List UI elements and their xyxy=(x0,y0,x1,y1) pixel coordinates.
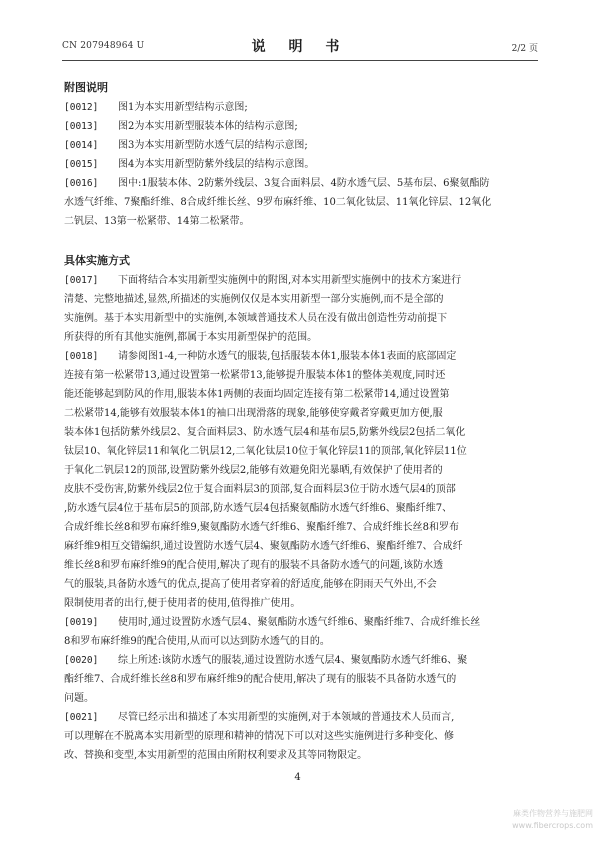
paragraph xyxy=(64,117,536,136)
text-line: 限制使用者的出行,便于使用者的使用,值得推广使用。 xyxy=(64,598,301,609)
paragraph-number: [0013] xyxy=(64,121,99,132)
text-line: 请参阅图1-4,一种防水透气的服装,包括服装本体1,服装本体1表面的底部固定 xyxy=(118,351,457,362)
text-line: 图1为本实用新型结构示意图; xyxy=(118,102,248,113)
paragraph-number: [0016] xyxy=(64,178,99,189)
text-line: 下面将结合本实用新型实施例中的附图,对本实用新型实施例中的技术方案进行 xyxy=(118,275,462,286)
text-line: 综上所述:该防水透气的服装,通过设置防水透气层4、聚氨酯防水透气纤维6、聚 xyxy=(118,655,468,666)
text-line: 清楚、完整地描述,显然,所描述的实施例仅仅是本实用新型一部分实施例,而不是全部的 xyxy=(64,294,444,305)
paragraph xyxy=(64,613,536,651)
text-line: 二松紧带14,能够有效服装本体1的袖口出现滑落的现象,能够使穿戴者穿戴更加方便,服 xyxy=(64,408,443,419)
text-line: ,防水透气层4位于基布层5的顶部,防水透气层4包括聚氨酯防水透气纤维6、聚酯纤维7、 xyxy=(64,503,453,514)
watermark-line-1: 麻类作物营养与施肥网 xyxy=(513,809,593,818)
text-line: 连接有第一松紧带13,通过设置第一松紧带13,能够提升服装本体1的整体美观度,同时还 xyxy=(64,370,446,381)
text-line: 图中:1服装本体、2防紫外线层、3复合面料层、4防水透气层、5基布层、6聚氨酯防 xyxy=(118,178,490,189)
paragraph-number: [0015] xyxy=(64,159,99,170)
paragraph-number: [0020] xyxy=(64,655,99,666)
text-line: 图3为本实用新型防水透气层的结构示意图; xyxy=(118,140,308,151)
paragraph-number: [0012] xyxy=(64,102,99,113)
paragraph xyxy=(64,136,536,155)
text-line: 麻纤维9相互交错编织,通过设置防水透气层4、聚氨酯防水透气纤维6、聚酯纤维7、合成纤 xyxy=(64,541,463,552)
text-line: 装本体1包括防紫外线层2、复合面料层3、防水透气层4和基布层5,防紫外线层2包括二氧化 xyxy=(64,427,466,438)
section-heading: 具体实施方式 xyxy=(64,254,130,267)
paragraph xyxy=(64,651,536,708)
paragraph-number: [0019] xyxy=(64,617,99,628)
text-line: 皮肤不受伤害,防紫外线层2位于复合面料层3的顶部,复合面料层3位于防水透气层4的顶部 xyxy=(64,484,456,495)
paragraph-number: [0017] xyxy=(64,275,99,286)
paragraph xyxy=(64,174,536,231)
text-line: 改、替换和变型,本实用新型的范围由所附权利要求及其等同物限定。 xyxy=(64,750,368,761)
text-line: 可以理解在不脱离本实用新型的原理和精神的情况下可以对这些实施例进行多种变化、修 xyxy=(64,731,454,742)
paragraph-number: [0021] xyxy=(64,712,99,723)
text-line: 气的服装,具备防水透气的优点,提高了使用者穿着的舒适度,能够在阴雨天气外出,不会 xyxy=(64,579,437,590)
paragraph xyxy=(64,98,536,117)
text-line: 图4为本实用新型防紫外线层的结构示意图。 xyxy=(118,159,315,170)
text-line: 图2为本实用新型服装本体的结构示意图; xyxy=(118,121,298,132)
text-line: 二钒层、13第一松紧带、14第二松紧带。 xyxy=(64,216,250,227)
text-line: 问题。 xyxy=(64,693,94,704)
text-line: 维长丝8和罗布麻纤维9的配合使用,解决了现有的服装不具备防水透气的问题,该防水透 xyxy=(64,560,444,571)
text-line: 使用时,通过设置防水透气层4、聚氨酯防水透气纤维6、聚酯纤维7、合成纤维长丝 xyxy=(118,617,481,628)
paragraph xyxy=(64,708,536,765)
paragraph xyxy=(64,271,536,347)
page-header xyxy=(62,36,538,58)
text-line: 于氧化二钒层12的顶部,设置防紫外线层2,能够有效避免阳光暴晒,有效保护了使用者的 xyxy=(64,465,443,476)
text-line: 能还能够起到防风的作用,服装本体1两侧的表面均固定连接有第二松紧带14,通过设置第 xyxy=(64,389,450,400)
watermark-line-2: www.fibercrops.com xyxy=(512,821,593,830)
document-title: 说 明 书 xyxy=(251,39,349,55)
paragraph-number: [0018] xyxy=(64,351,99,362)
text-line: 8和罗布麻纤维9的配合使用,从而可以达到防水透气的目的。 xyxy=(64,636,330,647)
text-line: 尽管已经示出和描述了本实用新型的实施例,对于本领域的普通技术人员而言, xyxy=(118,712,455,723)
watermark xyxy=(458,808,593,832)
header-rule xyxy=(62,60,538,61)
text-line: 实施例。基于本实用新型中的实施例,本领域普通技术人员在没有做出创造性劳动前提下 xyxy=(64,313,448,324)
text-line: 钛层10、氧化锌层11和氧化二钒层12,二氧化钛层10位于氧化锌层11的顶部,氧化锌层11位 xyxy=(64,446,467,457)
paragraph xyxy=(64,347,536,613)
text-line: 所获得的所有其他实施例,都属于本实用新型保护的范围。 xyxy=(64,332,318,343)
patent-number: CN 207948964 U xyxy=(62,41,145,51)
paragraph-number: [0014] xyxy=(64,140,99,151)
section-heading: 附图说明 xyxy=(64,81,108,94)
text-line: 合成纤维长丝8和罗布麻纤维9,聚氨酯防水透气纤维6、聚酯纤维7、合成纤维长丝8和罗布 xyxy=(64,522,459,533)
document-body xyxy=(64,78,536,765)
text-line: 酯纤维7、合成纤维长丝8和罗布麻纤维9的配合使用,解决了现有的服装不具备防水透气的 xyxy=(64,674,457,685)
paragraph xyxy=(64,155,536,174)
page-number: 4 xyxy=(294,772,301,783)
text-line: 水透气纤维、7聚酯纤维、8合成纤维长丝、9罗布麻纤维、10二氧化钛层、11氧化锌层、12氧化 xyxy=(64,197,492,208)
section-gap xyxy=(64,231,536,251)
page-indicator: 2/2 页 xyxy=(511,44,538,54)
